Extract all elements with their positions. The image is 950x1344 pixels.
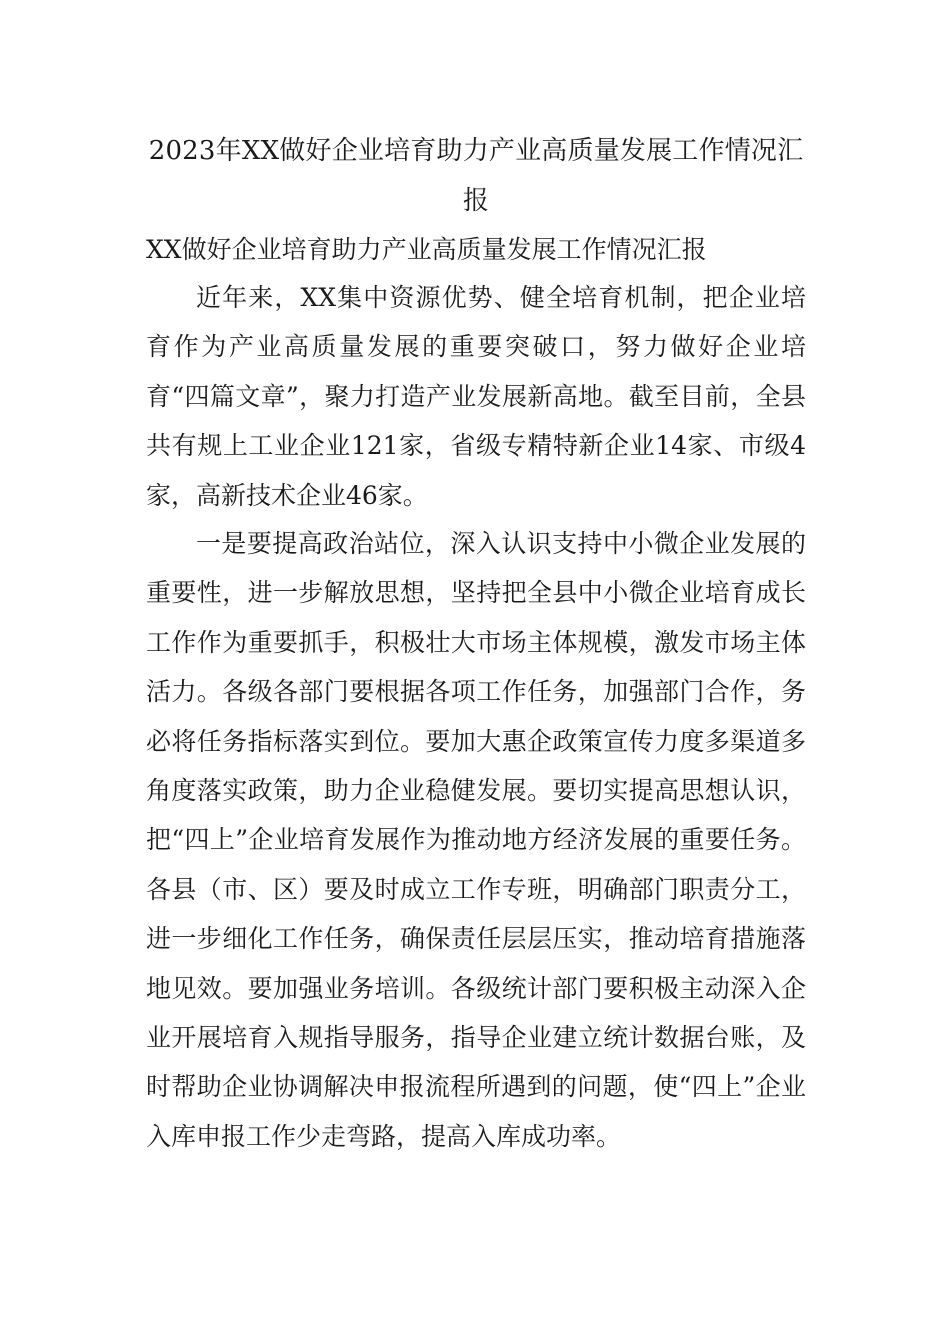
document-subtitle: XX做好企业培育助力产业高质量发展工作情况汇报 [146, 235, 707, 264]
document-title: 2023年XX做好企业培育助力产业高质量发展工作情况汇报 [148, 136, 804, 216]
body-paragraph: 一是要提高政治站位，深入认识支持中小微企业发展的重要性，进一步解放思想，坚持把全县中小微企业培育成长工作作为重要抓手，积极壮大市场主体规模，激发市场主体活力。各级各部门要根据各项工作任务，加强部门合作，务必将任务指标落实到位。要加大惠企政策宣传力度多渠道多角度落实政策，助力企业稳健发展。要切实提高思想认识，把“四上”企业培育发展作为推动地方经济发展的重要任务。各县（市、区）要及时成立工作专班，明确部门职责分工，进一步细化工作任务，确保责任层层压实，推动培育措施落地见效。要加强业务培训。各级统计部门要积极主动深入企业开展培育入规指导服务，指导企业建立统计数据台账，及时帮助企业协调解决申报流程所遇到的问题，使“四上”企业入库申报工作少走弯路，提高入库成功率。 [146, 529, 806, 1151]
body-paragraph: 近年来，XX集中资源优势、健全培育机制，把企业培育作为产业高质量发展的重要突破口，努力做好企业培育“四篇文章”，聚力打造产业发展新高地。截至目前，全县共有规上工业企业121家，省级专精特新企业14家、市级4家，高新技术企业46家。 [146, 283, 806, 510]
